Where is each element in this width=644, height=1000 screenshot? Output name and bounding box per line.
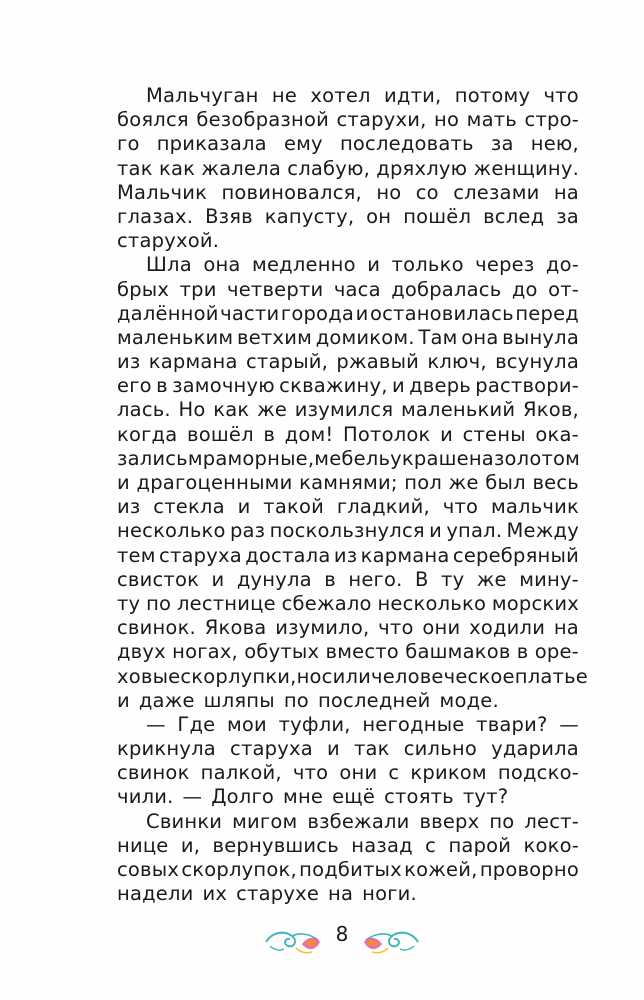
body-text [117,84,588,906]
text-line: свисток и дунула в него. В ту же мину- [117,567,579,591]
text-line: — Где мои туфли, негодные твари? — [146,712,579,736]
floral-ornament-left-icon [262,924,324,956]
text-line: совых скорлупок, подбитых кожей, проворно [117,858,579,881]
page-number: 8 [335,922,349,946]
text-line: когда вошёл в дом! Потолок и стены ока- [117,422,579,446]
text-line: далённой части города и остановилась перед [117,301,579,325]
text-line: из кармана старый, ржавый ключ, всунула [117,350,579,374]
text-line: тем старуха достала из кармана серебряный [117,543,579,567]
text-line: Шла она медленно и только через до- [146,253,579,277]
text-line: боялся безобразной старухи, но мать стро- [117,108,579,132]
text-line: глазах. Взяв капусту, он пошёл вслед за [117,204,579,228]
text-line: чили. — Долго мне ещё стоять тут? [117,785,509,809]
text-line: несколько раз поскользнулся и упал. Между [117,519,579,543]
text-line: Свинки мигом взбежали вверх по лест- [146,809,579,833]
text-line: лась. Но как же изумился маленький Яков, [117,398,579,422]
text-line: двух ногах, обутых вместо башмаков в оре- [117,640,579,664]
text-line: брых три четверти часа добралась до от- [117,277,579,301]
text-line: надели их старухе на ноги. [117,882,417,906]
text-line: и драгоценными камнями; пол же был весь [117,471,579,494]
text-line: го приказала ему последовать за нею, [117,132,579,156]
floral-ornament-right-icon [360,924,422,956]
text-line: из стекла и такой гладкий, что мальчик [117,495,579,519]
text-line: Мальчик повиновался, но со слезами на [117,180,579,204]
page-footer [262,920,422,960]
text-line: нице и, вернувшись назад с парой коко- [117,833,579,857]
text-line: ту по лестнице сбежало несколько морских [117,591,579,615]
text-line: и даже шляпы по последней моде. [117,688,499,712]
text-line: ховые скорлупки, носили человеческое платье [117,664,588,688]
text-line: зались мраморные, мебель украшена золотом [117,446,581,470]
text-line: его в замочную скважину, и дверь раствори- [117,374,579,398]
text-line: свинок палкой, что они с криком подско- [117,761,579,785]
text-line: свинок. Якова изумило, что они ходили на [117,616,579,640]
text-line: Мальчуган не хотел идти, потому что [146,84,579,107]
text-line: крикнула старуха и так сильно ударила [117,737,579,761]
text-line: маленьким ветхим домиком. Там она вынула [117,325,579,349]
text-line: так как жалела слабую, дряхлую женщину. [117,156,579,180]
text-line: старухой. [117,229,220,253]
